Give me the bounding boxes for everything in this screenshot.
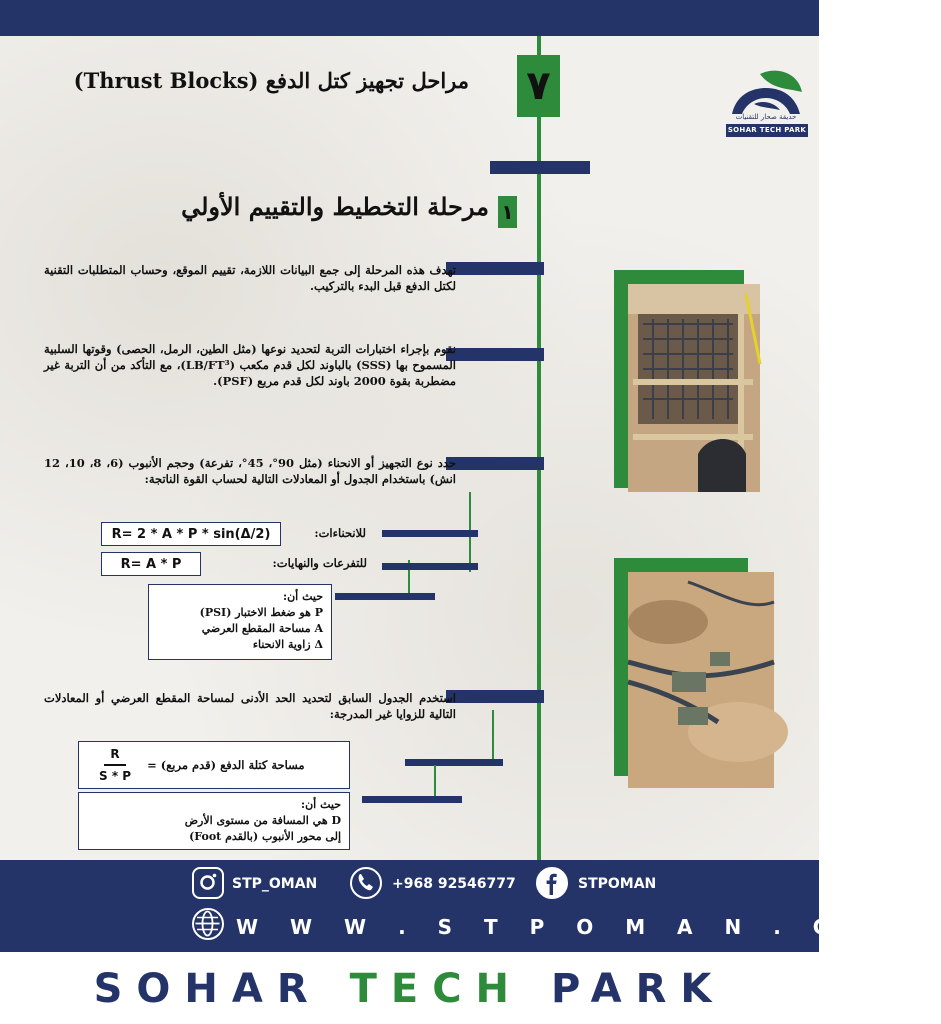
connector-3 (492, 710, 494, 762)
bends-label: للانحناءات: (314, 526, 366, 540)
area-denominator: S * P (99, 769, 132, 783)
where-box-2 (78, 792, 350, 850)
paragraph-soil-tests: نقوم بإجراء اختبارات التربة لتحديد نوعها (مثل الطين، الرمل، الحصى) وقوتها السلبية المسموح بها (SSS) بالباوند لكل قدم مكعب (LB/FT³)، مع التأكد من أن التربة غير مضطربة بقوة 2000 باوند لكل قدم مربع (PSF). (44, 342, 457, 388)
facebook-icon[interactable] (536, 867, 568, 899)
area-numerator: R (104, 747, 125, 766)
brand-word-park: PARK (550, 966, 726, 1012)
connector-4 (434, 765, 436, 799)
formula-bar-bends (382, 530, 478, 537)
where-title-1: حيث أن: (283, 590, 323, 603)
formula-bar-tees (382, 563, 478, 570)
globe-glyph (194, 910, 221, 937)
tees-formula-box: R= A * P (101, 552, 201, 576)
timeline-spine (537, 36, 541, 860)
timeline-bar-3 (446, 457, 544, 470)
formula-bar-area (405, 759, 503, 766)
where-line-a: A مساحة المقطع العرضي (201, 622, 323, 635)
area-formula-box (78, 741, 350, 789)
instagram-glyph (194, 869, 221, 896)
step-number-badge: ٧ (517, 55, 560, 117)
instagram-icon[interactable] (192, 867, 224, 899)
paragraph-area-table: استخدم الجدول السابق لتحديد الحد الأدنى لمساحة المقطع العرضي أو المعادلات التالية للزوايا غير المدرجة: (44, 691, 456, 721)
instagram-handle[interactable]: STP_OMAN (232, 876, 318, 892)
where-line-delta: Δ زاوية الانحناء (252, 638, 323, 651)
website-link[interactable]: W W W . S T P O M A N . C O M (236, 915, 941, 939)
facebook-handle[interactable]: STPOMAN (578, 876, 657, 892)
phone-number[interactable]: +968 92546777 (392, 876, 516, 892)
thrust-blocks-photo (628, 572, 774, 788)
rebar-cage-image (628, 284, 760, 492)
where-bar-2 (362, 796, 462, 803)
phase-number-badge: ١ (498, 196, 517, 228)
phone-icon[interactable] (350, 867, 382, 899)
globe-icon[interactable] (192, 908, 224, 940)
tees-label: للتفرعات والنهايات: (272, 556, 367, 570)
top-bar (0, 0, 819, 36)
where-box-1 (148, 584, 332, 660)
phase-title: مرحلة التخطيط والتقييم الأولي (181, 192, 489, 221)
bends-formula-box: R= 2 * A * P * sin(Δ/2) (101, 522, 281, 546)
where-bar-1 (335, 593, 435, 600)
phone-glyph (352, 869, 379, 896)
logo-arabic-name: حديقة صحار للتقنيات (735, 113, 797, 121)
paragraph-fitting-type: حدد نوع التجهيز أو الانحناء (مثل 90°، 45°، تفرعة) وحجم الأنبوب (6، 8، 10، 12 انش) باستخدام الجدول أو المعادلات التالية لحساب القوة الناتجة: (44, 456, 457, 486)
where-line-d1: D هي المسافة من مستوى الأرض (184, 814, 341, 827)
brand-wordmark (0, 966, 819, 1012)
brand-word-tech: TECH (349, 966, 524, 1012)
where-line-d2: إلى محور الأنبوب (بالقدم Foot) (189, 830, 341, 843)
timeline-bar-2 (446, 348, 544, 361)
paragraph-goal: تهدف هذه المرحلة إلى جمع البيانات اللازمة، تقييم الموقع، وحساب المتطلبات التقنية لكتل الدفع قبل البدء بالتركيب. (44, 263, 456, 293)
facebook-glyph (538, 869, 565, 896)
area-label: مساحة كتلة الدفع (قدم مربع) = (147, 758, 305, 772)
phase-bar (490, 161, 590, 174)
timeline-bar-1 (446, 262, 544, 275)
timeline-bar-4 (446, 690, 544, 703)
page-title: مراحل تجهيز كتل الدفع (Thrust Blocks) (73, 68, 469, 93)
area-fraction (99, 747, 131, 783)
logo-english-name: SOHAR TECH PARK (726, 124, 808, 137)
rebar-cage-photo (628, 284, 760, 492)
where-line-p: P هو ضغط الاختبار (PSI) (199, 606, 323, 619)
brand-word-sohar: SOHAR (93, 966, 322, 1012)
thrust-blocks-image (628, 572, 774, 788)
where-title-2: حيث أن: (301, 798, 341, 811)
